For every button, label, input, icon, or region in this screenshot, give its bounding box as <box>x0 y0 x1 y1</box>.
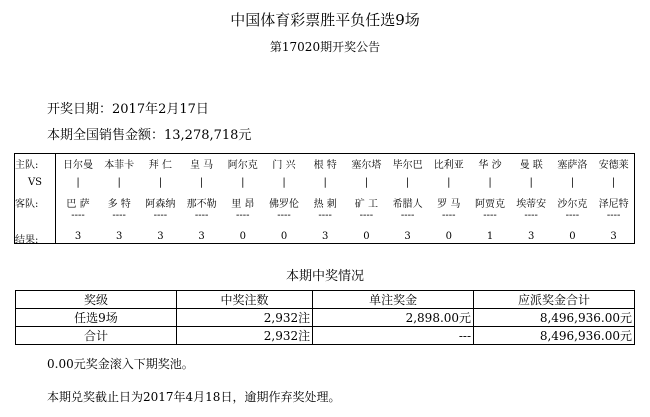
match-result: 3 <box>198 231 205 242</box>
cell-count: 2,932注 <box>176 309 312 327</box>
match-result: 0 <box>569 231 576 242</box>
vs-bar: | <box>76 177 80 188</box>
dash-separator: ---- <box>442 210 456 221</box>
dash-separator: ---- <box>71 210 85 221</box>
sales-amount: 本期全国销售金额：13,278,718元 <box>47 128 252 143</box>
match-result: 3 <box>528 231 535 242</box>
away-team: 阿森纳 <box>145 199 176 210</box>
prize-table <box>15 290 635 345</box>
away-team: 埃蒂安 <box>516 199 547 210</box>
away-team: 矿 工 <box>354 199 378 210</box>
cell-total: 8,496,936.00元 <box>474 309 635 327</box>
match-result: 0 <box>445 231 452 242</box>
match-result: 3 <box>610 231 617 242</box>
vs-bar: | <box>447 177 451 188</box>
vs-bar: | <box>117 177 121 188</box>
away-team: 多 特 <box>107 199 131 210</box>
header-single: 单注奖金 <box>313 291 474 309</box>
home-team: 塞萨洛 <box>557 160 588 171</box>
away-team: 那不勒 <box>186 199 217 210</box>
deadline-note: 本期兑奖截止日为2017年4月18日，逾期作弃奖处理。 <box>47 390 341 404</box>
vs-bar: | <box>405 177 410 188</box>
dash-separator: ---- <box>236 210 250 221</box>
match-grid <box>14 153 635 244</box>
draw-date: 开奖日期：2017年2月17日 <box>47 102 209 117</box>
label-result: 结果: <box>15 235 39 246</box>
prize-heading: 本期中奖情况 <box>285 269 364 284</box>
match-result: 3 <box>404 231 411 242</box>
away-team: 沙尔克 <box>557 199 588 210</box>
vs-bar: | <box>364 177 369 188</box>
dash-separator: ---- <box>565 210 580 221</box>
page-title: 中国体育彩票胜平负任选9场 <box>230 11 420 29</box>
match-result: 3 <box>116 231 123 242</box>
table-header-row <box>16 291 635 309</box>
away-team: 里 昂 <box>231 199 255 210</box>
dash-separator: ---- <box>359 210 374 221</box>
vs-bar: | <box>323 177 327 188</box>
vs-bar: | <box>570 177 575 188</box>
dash-separator: ---- <box>524 210 538 221</box>
dash-separator: ---- <box>153 210 168 221</box>
vs-bar: | <box>199 177 204 188</box>
vs-bar: | <box>282 177 286 188</box>
vs-bar: | <box>488 177 492 188</box>
home-team: 曼 联 <box>519 160 543 171</box>
away-team: 罗 马 <box>437 199 461 210</box>
vs-bar: | <box>158 177 163 188</box>
match-result: 1 <box>486 231 494 242</box>
cell-level: 任选9场 <box>16 309 177 327</box>
cell-single: --- <box>313 327 474 345</box>
dash-separator: ---- <box>194 210 209 221</box>
header-total: 应派奖金合计 <box>474 291 635 309</box>
match-result: 3 <box>322 231 329 242</box>
header-count: 中奖注数 <box>176 291 312 309</box>
home-team: 华 沙 <box>478 160 502 171</box>
header-level: 奖级 <box>16 291 177 309</box>
away-team: 阿贾克 <box>475 199 505 210</box>
away-team: 泽尼特 <box>598 199 629 210</box>
match-result: 3 <box>157 231 164 242</box>
home-team: 本菲卡 <box>104 160 135 171</box>
issue-subtitle: 第17020期开奖公告 <box>269 40 381 54</box>
dash-separator: ---- <box>318 210 332 221</box>
dash-separator: ---- <box>277 210 291 221</box>
cell-total: 8,496,936.00元 <box>474 327 635 345</box>
away-team: 巴 萨 <box>66 199 90 210</box>
match-result: 3 <box>74 231 82 242</box>
label-home: 主队: <box>15 160 39 171</box>
home-team: 安德莱 <box>598 160 629 171</box>
rollover-note: 0.00元奖金滚入下期奖池。 <box>47 357 194 371</box>
vs-bar: | <box>241 177 245 188</box>
table-row <box>16 327 635 345</box>
home-team: 塞尔塔 <box>351 160 382 171</box>
home-team: 比利亚 <box>433 160 464 171</box>
away-team: 佛罗伦 <box>269 199 299 210</box>
dash-separator: ---- <box>400 210 415 221</box>
cell-count: 2,932注 <box>176 327 312 345</box>
vs-bar: | <box>611 177 616 188</box>
dash-separator: ---- <box>112 210 126 221</box>
home-team: 毕尔巴 <box>392 160 423 171</box>
away-team: 热 刺 <box>313 199 337 210</box>
home-team: 阿尔克 <box>227 160 258 171</box>
label-away: 客队: <box>15 199 39 210</box>
cell-level: 合计 <box>16 327 177 345</box>
dash-separator: ---- <box>606 210 621 221</box>
dash-separator: ---- <box>483 210 497 221</box>
table-row <box>16 309 635 327</box>
grid-divider <box>55 154 56 243</box>
home-team: 拜 仁 <box>148 160 172 171</box>
match-result: 0 <box>363 231 370 242</box>
home-team: 皇 马 <box>190 160 214 171</box>
label-vs: VS <box>27 177 43 188</box>
vs-bar: | <box>529 177 533 188</box>
home-team: 日尔曼 <box>63 160 93 171</box>
home-team: 根 特 <box>313 160 337 171</box>
match-result: 0 <box>239 231 246 242</box>
home-team: 门 兴 <box>272 160 296 171</box>
cell-single: 2,898.00元 <box>313 309 474 327</box>
away-team: 希腊人 <box>392 199 423 210</box>
match-result: 0 <box>280 231 288 242</box>
